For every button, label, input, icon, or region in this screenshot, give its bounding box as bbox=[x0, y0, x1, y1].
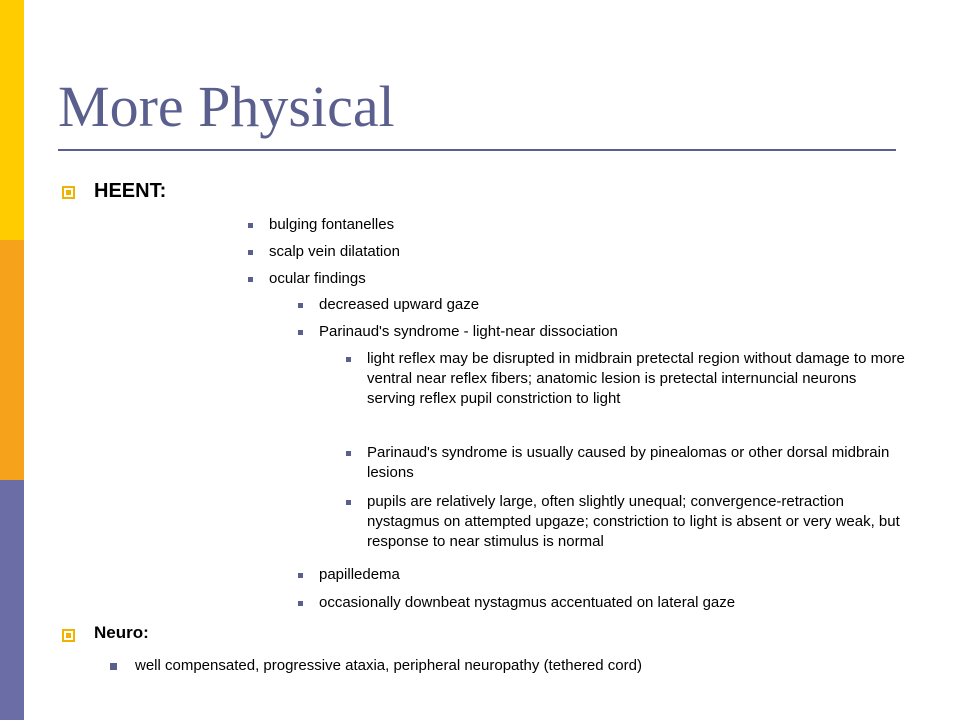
list-item-text: ocular findings bbox=[269, 270, 366, 287]
list-item bbox=[298, 593, 735, 613]
list-item bbox=[298, 295, 479, 315]
accent-bar-middle bbox=[0, 240, 24, 480]
bullet-icon bbox=[248, 223, 253, 228]
bullet-icon bbox=[248, 250, 253, 255]
list-item-text: papilledema bbox=[319, 566, 400, 583]
list-item-text: occasionally downbeat nystagmus accentuated on lateral gaze bbox=[319, 594, 736, 611]
list-item-text: bulging fontanelles bbox=[269, 216, 395, 233]
list-item bbox=[248, 269, 366, 289]
list-item-text: pupils are relatively large, often slightly unequal; convergence-retraction nystagmus on attempted upgaze; constriction to light is absent or very weak, but response to near stimulus is normal bbox=[367, 493, 900, 550]
list-item bbox=[110, 656, 642, 676]
list-item-text: Parinaud's syndrome - light-near dissociation bbox=[319, 323, 618, 340]
bullet-icon bbox=[346, 357, 351, 362]
bullet-icon bbox=[248, 277, 253, 282]
bullet-icon bbox=[346, 451, 351, 456]
section-heading-heent bbox=[62, 180, 166, 203]
list-item bbox=[248, 242, 400, 262]
list-item-text: decreased upward gaze bbox=[319, 296, 480, 313]
accent-bar-bottom bbox=[0, 480, 24, 720]
list-item-text: well compensated, progressive ataxia, peripheral neuropathy (tethered cord) bbox=[135, 657, 642, 674]
bullet-icon bbox=[110, 663, 117, 670]
square-bullet-icon bbox=[62, 186, 75, 199]
section-heading-neuro bbox=[62, 623, 149, 643]
list-item-text: Parinaud's syndrome is usually caused by pinealomas or other dorsal midbrain lesions bbox=[367, 444, 890, 481]
list-item bbox=[248, 215, 394, 235]
list-item bbox=[346, 443, 906, 483]
list-item bbox=[298, 322, 618, 342]
bullet-icon bbox=[298, 330, 303, 335]
list-item-text: light reflex may be disrupted in midbrain pretectal region without damage to more ventral near reflex fibers; anatomic lesion is pretectal internuncial neurons serving reflex pupil constriction to light bbox=[367, 350, 905, 407]
bullet-icon bbox=[298, 601, 303, 606]
title-divider bbox=[58, 149, 896, 151]
section-heading-label: HEENT: bbox=[94, 180, 167, 202]
square-bullet-icon bbox=[62, 629, 75, 642]
list-item bbox=[298, 565, 400, 585]
slide-title: More Physical bbox=[58, 74, 395, 139]
list-item bbox=[346, 492, 906, 552]
list-item-text: scalp vein dilatation bbox=[269, 243, 400, 260]
bullet-icon bbox=[298, 573, 303, 578]
list-item bbox=[346, 349, 906, 409]
bullet-icon bbox=[298, 303, 303, 308]
section-heading-label: Neuro: bbox=[94, 623, 149, 642]
accent-bar-top bbox=[0, 0, 24, 240]
bullet-icon bbox=[346, 500, 351, 505]
